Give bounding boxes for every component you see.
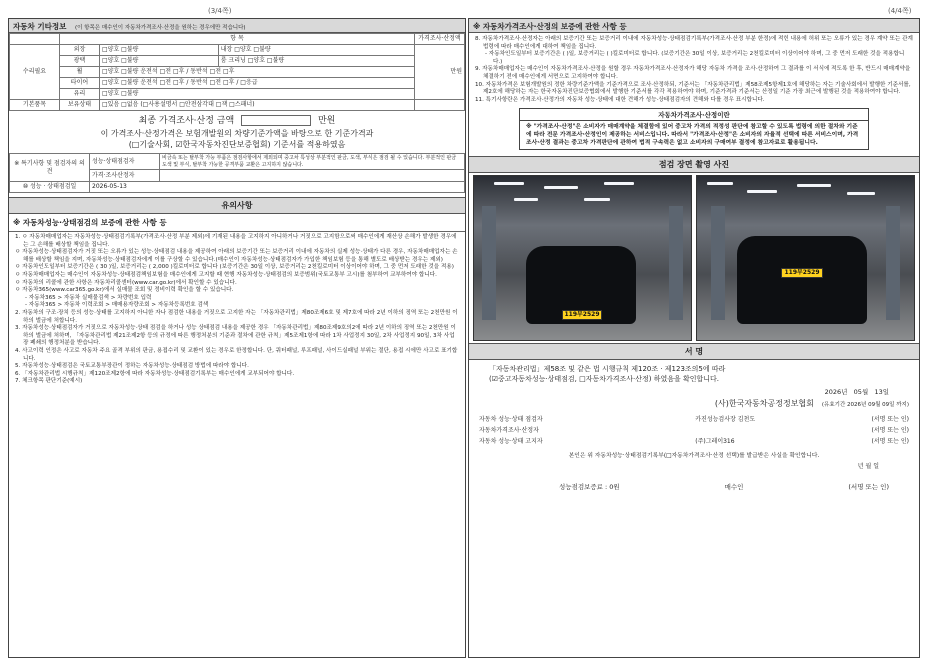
caution-item: ㅇ 자동차매매업자는 매수인이 자동차성능·상태점검책임보험을 매수인에게 고지할 때 현행 자동차성능·상태점검의 보증범위(국토교통부 고시)를 첨부하여 교부하여야 합니다. [15, 271, 437, 278]
guarantee-item: - 자동차인도일부터 보증기간은 ( )일, 보증거리는 ( )킬로미터로 합니다. (보증기간은 30일 이상, 보증거리는 2천킬로미터 이상이어야 하며, 그 중 먼저 도래한 것을 적용합니다.) [485, 51, 905, 65]
price-definition-text: ※ "가격조사·산정"은 소비자가 매매계약을 체결함에 있어 중고차 가격의 적정성 판단에 참고할 수 있도록 법령에 의한 절차와 기준에 따라 전문 가격조사·산정인이 제공하는 서비스입니다. 따라서 "가격조사·산정"은 소비자의 자율적 선택에 따른 서비스이며, 가격조사·산정 결과는 중고차 가격판단에 관하여 법적 구속력은 없고 소비자의 구매여부 결정에 참고자료로 활용됩니다. [526, 124, 859, 147]
org-validity: (유효기간 2026년 09월 09일 까지) [821, 401, 909, 408]
org-row [469, 396, 919, 411]
final-price-input[interactable] [241, 115, 311, 126]
signature-statement [469, 360, 919, 384]
org-name: (사)한국자동차공정정보협회 [714, 399, 814, 409]
basis-line-2: (□기술사회, ☑한국자동차진단보증협회) 기준서를 적용하였음 [128, 140, 346, 149]
caution-item: - 자동차365 > 자동차 실매물검색 > 차량번호 입력 [25, 294, 152, 301]
final-price-line [9, 111, 465, 128]
basic-checks[interactable]: □있음 □없음 (□사용설명서 □안전삼각대 □잭 □스패너) [100, 100, 415, 111]
inspection-record-page [8, 6, 922, 661]
buyer-sign[interactable]: (서명 또는 인) [848, 483, 889, 492]
rear-photo [696, 175, 915, 341]
signature-date [469, 384, 919, 396]
right-column [468, 18, 920, 658]
row-name: 광택 [60, 56, 100, 67]
guarantee-item: 10. 자동차가격은 보험개발원의 정한 차량기준가액을 기준가격으로 조사·산정하되, 기준서는 「자동차관리법」제58조제5항제1호에 해당하는 자는 기술사회에서 발행한 기준서를, 제2호에 해당하는 자는 한국자동차진단보증협회에서 발행한 기준서를 각각 적용하여야 하며, 기준가격과 기준서는 산정일 기준 가장 최근에 발행된 것을 적용하여야 합니다. [475, 81, 911, 96]
caution-item: 4. 사고이력 인정은 사고로 자동차 주요 골격 부위의 판금, 용접수리 및 교환이 있는 경우로 한정합니다. 단, 쿼터패널, 루프패널, 사이드실패널 부위는 절단, 용접 시에만 사고로 표기합니다. [15, 347, 458, 362]
caution-subtitle: ※ 자동차성능·상태점검의 보증에 관한 사항 등 [9, 214, 465, 232]
basis-text [9, 128, 465, 150]
sign-field[interactable]: (서명 또는 인) [871, 416, 909, 424]
caution-item: 1. ㅇ 자동차매매업자는 자동차성능·상태점검기록부(가격조사·산정 부분 제외)에 기재된 내용을 고지하지 아니하거나 거짓으로 고지함으로써 매수인에게 재산상 손해가 발생한 경우에는 그 손해를 배상할 책임을 집니다. [15, 234, 457, 248]
caution-item: ㅇ 자동차성능·상태점검자가 거짓 또는 오류가 있는 성능·상태점검 내용을 제공하여 아래의 보증기간 또는 보증거리 이내에 자동차의 실제 성능·상태가 다른 경우, 자동차매매업자는 손해를 배상할 책임을 지며, 자동차성능·상태점검자에게 이를 구상할 수 있습니다.(매수인이 자동차성능·상태점검자가 가입한 책임보험 등을 통해 별도로 배상받는 경우는 제외) [15, 249, 458, 263]
row-name: 유리 [60, 89, 100, 100]
final-price-unit: 만원 [317, 116, 336, 126]
photos-area [469, 173, 919, 343]
repair-label: 수리필요 [10, 45, 60, 100]
caution-item: ㅇ 자동차365(www.car365.go.kr)에서 실매물 조회 및 정비이력 확인을 할 수 있습니다. [15, 287, 234, 294]
other-info-table [9, 33, 465, 111]
signer-rows [469, 411, 919, 446]
row-name: 외장 [60, 45, 100, 56]
car-rear-icon [737, 236, 867, 324]
sign-field[interactable]: (서명 또는 인) [871, 427, 909, 435]
price-inspector-text[interactable] [160, 170, 465, 182]
row-checks[interactable]: □양호 □불량 [100, 89, 415, 100]
page-number-left: (3/4쪽) [208, 7, 232, 15]
caution-item: 2. 자동차의 구조·장치 등의 성능·상태를 고지하지 아니한 자나 점검한 내용을 거짓으로 고지한 자는 「자동차관리법」제80조제6호 및 제7호에 따라 2년 이하의 징역 또는 2천만원 이하의 벌금에 처합니다. [15, 309, 458, 324]
price-guarantee-header: ※ 자동차가격조사·산정의 보증에 관한 사항 등 [469, 19, 919, 33]
front-photo [473, 175, 692, 341]
caution-item: ㅇ 자동차인도일부터 보증기간은 ( 30 )일, 보증거리는 ( 2,000 )킬로미터로 합니다 (보증기간은 30일 이상, 보증거리는 2천킬로미터 이상이어야 하며, 그 중 먼저 도래한 것을 적용) [15, 264, 454, 271]
sig-year: 2026년 [824, 388, 848, 397]
sig-day: 13일 [874, 388, 889, 397]
row-checks[interactable]: □양호 □불량 [100, 45, 219, 56]
buyer-note: 본인은 위 자동차성능·상태점검기록부(□자동차가격조사·산정 선택)를 발급받은 사실을 확인합니다. [568, 453, 820, 460]
basic-name: 보유상태 [60, 100, 100, 111]
perf-inspector-label: 성능·상태점검자 [90, 154, 160, 170]
caution-item: 3. 자동차성능·상태점검자가 거짓으로 자동차성능·상태 점검을 하거나 성능 상태점검 내용을 제공한 경우 「자동차관리법」제80조제9호의2에 따라 2년 이하의 징역 또는 2천만원 이하의 벌금에 처하며, 「자동차관리법 제21조제2항 등의 규정에 따른 행정처분의 기준과 절차에 관한 규칙」제5조제1항에 따라 1차 사업정지 30일, 2차 사업정지 90일, 3차 사업장 폐쇄의 행정처분을 받습니다. [15, 325, 456, 347]
other-info-title: 자동차 기타정보 [13, 22, 67, 31]
page-number-right: (4/4쪽) [888, 7, 912, 15]
row-checks[interactable]: □양호 □불량 운전석 □전 □후 / 동반석 □전 □후 [100, 67, 415, 78]
price-definition-title: 자동차가격조사·산정이란 [520, 109, 868, 121]
left-column [8, 18, 466, 658]
caution-item: ㅇ 자동차의 리콜에 관한 사항은 자동차리콜센터(www.car.go.kr)에서 확인할 수 있습니다. [15, 279, 237, 286]
price-inspector-label: 가격·조사산정자 [90, 170, 160, 182]
guarantee-item: 9. 자동차매매업자는 매수인이 자동차가격조사·산정을 원할 경우 자동차가격조사·산정자가 해당 자동차 가격을 조사·산정하여 그 결과를 이 서식에 적도록 한 후, 반드시 매매계약을 체결하기 전에 매수인에게 서면으로 고지하여야 합니다. [475, 66, 911, 80]
guarantee-item: 11. 특기사항란은 가격조사·산정가의 자동차 성능·상태에 대한 견해가 성능·상태점검자의 견해와 다를 경우 표시합니다. [475, 96, 765, 103]
front-plate: 119부2529 [562, 310, 602, 320]
signature-title: 서 명 [469, 343, 919, 360]
fee-label: 성능점검보증료 : 0원 [559, 483, 620, 492]
photos-title: 점검 장면 촬영 사진 [469, 156, 919, 173]
caution-item: 6. 「자동차관리법 시행규칙」제120조제2항에 따라 자동차성능·상태점검기록부는 매수인에게 교부되어야 합니다. [15, 370, 295, 377]
caution-title: 유의사항 [9, 197, 465, 214]
opinion-label: ※ 특기사항 및 점검자의 의견 [10, 154, 90, 182]
other-info-note: (이 항목은 매수인이 자동차가격조사·산정을 원하는 경우에만 적습니다) [74, 25, 246, 31]
caution-item: 7. 체크항목 판단기준(예시) [15, 378, 83, 385]
buyer-label: 매수인 [724, 483, 744, 492]
caution-item: 5. 자동차성능·상태점검은 국토교통부장관이 정하는 자동차성능·상태점검 방법에 따라야 합니다. [15, 363, 249, 370]
buyer-date: 년 월 일 [857, 463, 879, 471]
basis-line-1: 이 가격조사·산정가격은 보험개발원의 차량기준가액을 바탕으로 한 기준가격과 [100, 129, 374, 138]
signer-row: 자동차가격조사·산정자 (서명 또는 인) [479, 427, 909, 435]
row-name: 휠 [60, 67, 100, 78]
price-definition-box [519, 108, 869, 150]
row-checks-2[interactable]: 내장 □양호 □불량 [218, 45, 414, 56]
caution-item: - 자동차365 > 자동차 이력조회 > 매매용자량조회 > 자동차등록번호 검색 [25, 302, 209, 309]
price-guarantee-notes [469, 33, 919, 104]
row-checks-2[interactable]: 룸 크리닝 □양호 □불량 [218, 56, 414, 67]
opinion-table [9, 153, 465, 193]
guarantee-item: 8. 자동차가격조사·산정자는 아래의 보증기간 또는 보증거리 이내에 자동차성능·상태점검기록부(가격조사·산정 부분 한정)에 적힌 내용에 허위 또는 오류가 있는 경우 계약 또는 관계법령에 따라 매수인에게 대하여 책임을 집니다. [475, 36, 913, 50]
perf-inspector-text: 비금속 또는 탈부착 가능 부품은 점검사항에서 제외되며 중고차 특성상 부분적인 판금, 도색, 부식은 점검 될 수 있습니다. 부분적인 판금 도색 및 부식, 탈부착 가능한 공격부품 교환은 고지하지 않습니다. [160, 154, 465, 170]
rear-plate: 119부2529 [781, 268, 823, 278]
inspection-date-value: 2026-05-13 [90, 182, 465, 193]
sign-field[interactable]: (서명 또는 인) [871, 438, 909, 446]
basic-label: 기본품목 [10, 100, 60, 111]
row-name: 타이어 [60, 78, 100, 89]
col-price-header: 가격조사·산정액 [415, 34, 465, 45]
caution-notes [9, 232, 465, 386]
signer-row: 자동차 성능·상태 고지자 (주)그레이316 (서명 또는 인) [479, 438, 909, 446]
inspection-date-label: ⑩ 성능 · 상태점검일 [10, 182, 90, 193]
row-checks[interactable]: □양호 □불량 운전석 □전 □후 / 동반석 □전 □후 / □응급 [100, 78, 415, 89]
col-item-header: 항 목 [60, 34, 415, 45]
price-unit: 만원 [415, 45, 465, 100]
signature-line-2: (☑중고자동차성능·상태점검, □자동차가격조사·산정) 하였음을 확인합니다. [489, 375, 720, 384]
final-price-label: 최종 가격조사·산정 금액 [138, 116, 235, 126]
fee-row [469, 470, 919, 491]
row-checks[interactable]: □양호 □불량 [100, 56, 219, 67]
signature-line-1: 「자동차관리법」제58조 및 같은 법 시행규칙 제120조 · 제123조의5에 따라 [489, 365, 726, 374]
other-info-header [9, 19, 465, 33]
signer-row: 자동차 성능·상태 점검자 카진성능검사장 김천도 (서명 또는 인) [479, 416, 909, 424]
sig-month: 05월 [853, 388, 869, 397]
